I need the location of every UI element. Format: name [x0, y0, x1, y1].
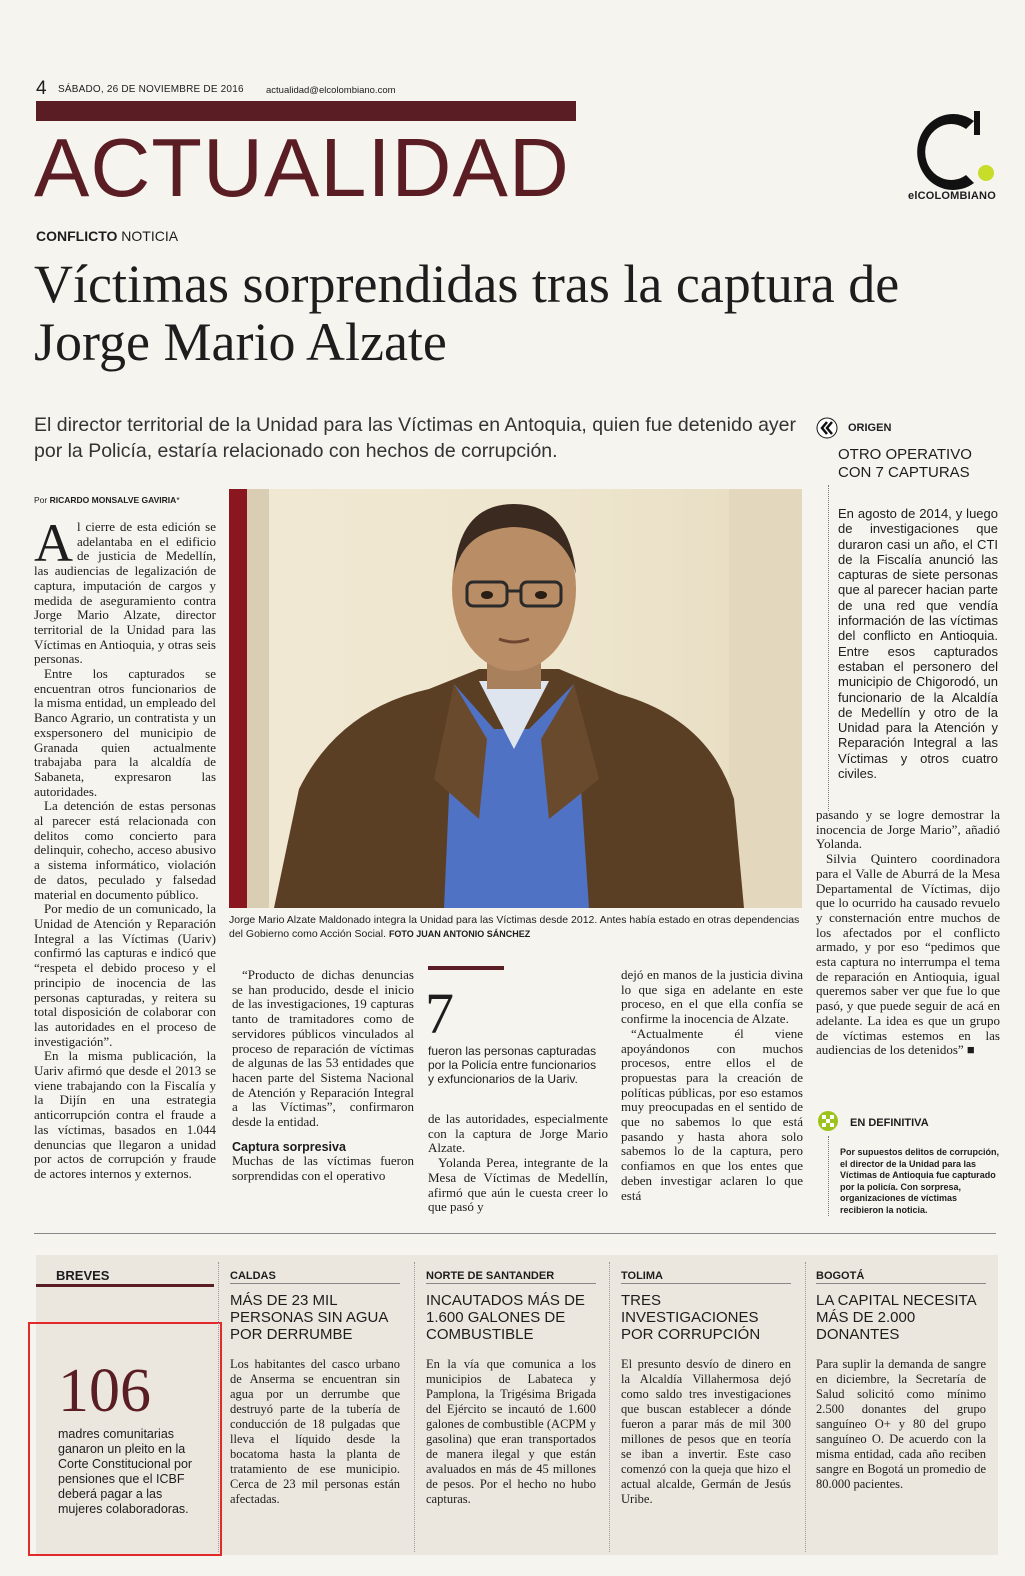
brief-tag: TOLIMA [621, 1270, 791, 1284]
section-bar [36, 101, 576, 121]
page-number: 4 [36, 78, 47, 99]
lede: El director territorial de la Unidad para las Víctimas en Antoquia, quien fue detenido ayer por la Policía, estaría relacionado con hechos de corrupción. [34, 414, 797, 462]
caption-text: Jorge Mario Alzate Maldonado integra la Unidad para las Víctimas desde 2012. Antes había estado en otras dependencias del Gobierno como Acción Social. [229, 914, 800, 940]
section-email: actualidad@elcolombiano.com [266, 85, 396, 96]
section-title: ACTUALIDAD [34, 121, 570, 214]
highlight-box [28, 1322, 222, 1556]
paragraph: Muchas de las víctimas fueron sorprendidas con el operativo [232, 1153, 414, 1184]
byline-author: RICARDO MONSALVE GAVIRIA [49, 495, 177, 505]
newspaper-logo [900, 103, 1000, 203]
breves-label: BREVES [56, 1268, 110, 1283]
brief-title: TRES INVESTIGACIONES POR CORRUPCIÓN [621, 1292, 761, 1343]
origin-title: OTRO OPERATIVO CON 7 CAPTURAS [838, 446, 972, 481]
stat-text: fueron las personas capturadas por la Policía entre funcionarios y exfuncionarios de la Uariv. [428, 1044, 597, 1086]
paragraph: dejó en manos de la justicia divina lo que siga en adelante en este proceso, en el que ella confía se confirme la inocencia de Alzate. [621, 967, 803, 1027]
brief-title: INCAUTADOS MÁS DE 1.600 GALONES DE COMBUSTIBLE [426, 1292, 585, 1343]
article-column-4 [621, 968, 803, 1203]
paragraph: Yolanda Perea, integrante de la Mesa de Víctimas de Medellín, afirmó que aún le cuesta creer lo que pasó y [428, 1155, 608, 1215]
paragraph: Entre los capturados se encuentran otros funcionarios de la misma entidad, un empleado del Banco Agrario, un contratista y un exspersonero del municipio de Granada quien actualmente trabajaba para la alcaldía de Sabaneta, expresaron las autoridades. [34, 666, 216, 799]
photo-caption [229, 913, 804, 941]
article-photo [229, 489, 802, 908]
portrait-illustration [229, 489, 802, 908]
definitiva-icon [818, 1111, 838, 1131]
byline-suffix: * [176, 495, 180, 505]
headline: Víctimas sorprendidas tras la captura de Jorge Mario Alzate [34, 254, 900, 372]
brief-text: El presunto desvío de dinero en la Alcaldía Villahermosa dejó como saldo tres investigaciones que buscan establecer a dónde fueron a parar más de mil 300 millones de pesos que en teoría se iban a invertir. Este caso comenzó con la queja que hizo el actual alcalde, Germán de Jesús Uribe. [621, 1357, 791, 1506]
paragraph: “Producto de dichas denuncias se han producido, desde el inicio de las investigaciones, 19 capturas tanto de tramitadores como de servidores públicos vinculados al proceso de reparación de víctimas de algunas de las 53 entidades que hacen parte del Sistema Nacional de Atención y Reparación Integral a las Víctimas”, confirmaron desde la entidad. [232, 967, 414, 1130]
brief-bogota [816, 1270, 986, 1492]
paragraph: Silvia Quintero coordinadora para el Valle de Aburrá de la Mesa Departamental de Víctimas, dijo que lo ocurrido ha causado revuelo y consternación entre muchos de los afectados por el conflicto armado, y por eso “pedimos que esta captura no interrumpa el tema de reparación en Antioquia, igual queremos saber ver que fue lo que pasó, y que puede seguir de acá en adelante. La idea es que un grupo de víctimas estemos en las audiencias de los detenidos” [816, 851, 1000, 1058]
origin-divider [828, 485, 829, 811]
origin-box [816, 417, 1006, 482]
brief-tag: NORTE DE SANTANDER [426, 1270, 596, 1284]
logo-wordmark: elCOLOMBIANO [908, 190, 996, 202]
article-column-3 [428, 1112, 608, 1215]
definitiva-divider [828, 1136, 829, 1216]
brief-tag: CALDAS [230, 1270, 400, 1284]
article-column-2 [232, 968, 414, 1184]
paragraph: de las autoridades, especialmente con la captura de Jorge Mario Alzate. [428, 1111, 608, 1156]
origin-body: En agosto de 2014, y luego de investigaciones que duraron casi un año, el CTI de la Fiscalía anunció las capturas de siete personas que al parecer hacian parte de una red que vendía información de las víctimas del conflicto en Antioquia. Entre esos capturados estaban el personero del municipio de Chigorodó, un funcionario de la Alcaldía de Medellín y otro de la Unidad para la Atención y Reparación Integral a las Víctimas y otros cuatro civiles. [838, 506, 998, 782]
photo-credit: FOTO JUAN ANTONIO SÁNCHEZ [388, 929, 531, 939]
dateline: SÁBADO, 26 DE NOVIEMBRE DE 2016 [58, 84, 244, 95]
definitiva-body: Por supuestos delitos de corrupción, el director de la Unidad para las Víctimas de Antioquia fue capturado por la policía. Con sorpresa, organizaciones de víctimas recibieron la noticia. [840, 1147, 1000, 1215]
brief-caldas [230, 1270, 400, 1507]
stat-number: 7 [425, 981, 454, 1046]
article-column-5 [816, 808, 1000, 1058]
article-column-1 [34, 513, 216, 1182]
kicker-category: CONFLICTO [36, 228, 118, 244]
brief-tag: BOGOTÁ [816, 1270, 986, 1284]
kicker-type: NOTICIA [117, 228, 179, 244]
logo-c-icon [900, 103, 1000, 203]
paragraph: “Actualmente él viene apoyándonos con muchos procesos, entre ellos el de propuestas para la creación de políticas públicas, por eso estamos muy preocupadas en el sentido de que no sabemos lo que está pasando y hasta ahora solo sabemos lo de la captura, pero confiamos en que los entes que deben investigar aclaren lo que está [621, 1025, 803, 1203]
brief-tolima [621, 1270, 791, 1507]
dropcap: A [34, 513, 73, 573]
paragraph: l cierre de esta edición se adelantaba en el edificio de justicia de Medellín, las audiencias de legalización de captura, imputación de cargos y medida de aseguramiento contra Jorge Mario Alzate, director territorial de la Unidad para las Víctimas en Antioquia, y otras seis personas. [34, 519, 216, 667]
section-rule [34, 1233, 996, 1234]
byline-prefix: Por [34, 495, 50, 505]
definitiva-label: EN DEFINITIVA [850, 1117, 929, 1129]
brief-title: MÁS DE 23 MIL PERSONAS SIN AGUA POR DERRUMBE [230, 1292, 388, 1343]
origin-label: ORIGEN [848, 422, 892, 434]
byline [34, 495, 180, 505]
kicker [36, 228, 178, 244]
paragraph: Por medio de un comunicado, la Unidad de Atención y Reparación Integral a las Víctimas (Uariv) confirmó las capturas e indicó que “respeta el debido proceso y el principio de inocencia de las personas capturadas, y reitera su total disposición de colaborar con las autoridades en el proceso de investigación”. [34, 901, 216, 1049]
column-divider [414, 1262, 415, 1552]
paragraph: pasando y se logre demostrar la inocencia de Jorge Mario”, añadió Yolanda. [816, 807, 1000, 852]
breves-big-text: madres comunitarias ganaron un pleito en la Corte Constitucional por pensiones que el ICBF deberá pagar a las mujeres colaboradoras. [58, 1427, 193, 1516]
brief-text: En la vía que comunica a los municipios de Labateca y Pamplona, la Trigésima Brigada del Ejército se incautó de 1.600 galones de combustible (ACPM y gasolina) que eran transportados de manera ilegal y que están avaluados en más de 45 millones de pesos. Por el hecho no hubo capturas. [426, 1357, 596, 1506]
brief-text: Los habitantes del casco urbano de Anserma se encuentran sin agua por un derrumbe que destruyó parte de la tubería de conducción de 18 pulgadas que lleva el líquido desde la bocatoma hasta la planta de tratamiento de ese municipio. Cerca de 23 mil personas están afectadas. [230, 1357, 400, 1506]
paragraph: En la misma publicación, la Uariv afirmó que desde el 2013 se viene trabajando con la Fiscalía y la Dijín en una estrategia anticorrupción contra el fraude a las víctimas, basados en 1.044 denuncias que llegaron a unidad por actos de corrupción y fraude de actores internos y externos. [34, 1048, 216, 1181]
stat-bar [428, 966, 504, 970]
column-divider [218, 1262, 219, 1552]
subhead: Captura sorpresiva [232, 1139, 346, 1154]
brief-text: Para suplir la demanda de sangre en diciembre, la Secretaría de Salud solicitó como mínimo 2.500 donantes del grupo sanguíneo O+ y 80 del grupo sanguíneo O. De acuerdo con la misma entidad, cada año reciben sangre en Bogotá un promedio de 80.000 pacientes. [816, 1357, 986, 1491]
column-divider [609, 1262, 610, 1552]
double-chevron-left-icon [816, 417, 838, 439]
brief-title: LA CAPITAL NECESITA MÁS DE 2.000 DONANTES [816, 1292, 976, 1343]
column-divider [805, 1262, 806, 1552]
end-mark: ■ [966, 1042, 975, 1058]
paragraph: La detención de estas personas al parecer está relacionada con delitos como concierto para delinquir, cohecho, acceso abusivo a sistema informático, violación de datos, peculado y falsedad material en documento público. [34, 798, 216, 902]
brief-norte-santander [426, 1270, 596, 1507]
breves-big-number: 106 [58, 1357, 151, 1425]
